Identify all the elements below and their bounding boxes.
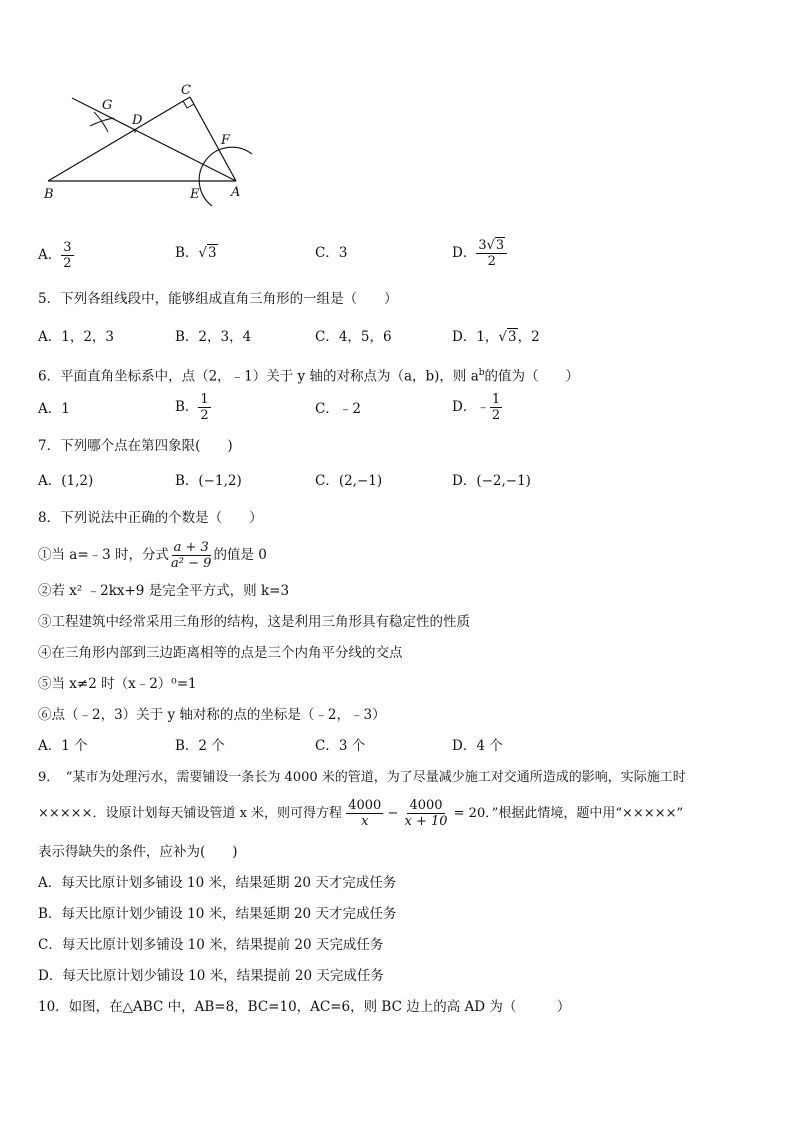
q9-stem-line-3: 表示得缺失的条件，应补为( ): [38, 844, 238, 860]
q7-stem: 7．下列哪个点在第四象限( ): [38, 438, 233, 454]
q8-option-a: A．1 个: [38, 738, 88, 754]
q5-option-d: D．1，√3，2: [452, 329, 540, 345]
q6-option-c: C．﹣2: [315, 401, 361, 417]
q9-option-d: D．每天比原计划少铺设 10 米，结果提前 20 天完成任务: [38, 968, 384, 984]
q8-statement-1: ①当 a=﹣3 时，分式 $\frac{a + 3}{\text{a² − 9}}$ 的值是 0: [38, 540, 267, 571]
q8-statement-6: ⑥点（﹣2，3）关于 y 轴对称的点的坐标是（﹣2，﹣3）: [38, 707, 386, 723]
q5-option-b: B．2，3，4: [175, 329, 252, 345]
label-e: E: [190, 187, 200, 202]
q8-statement-3: ③工程建筑中经常采用三角形的结构，这是利用三角形具有稳定性的性质: [38, 614, 470, 630]
q8-option-b: B．2 个: [175, 738, 225, 754]
q5-option-a: A．1，2，3: [38, 329, 115, 345]
label-f: F: [221, 133, 231, 148]
label-g: G: [102, 98, 113, 113]
label-b: B: [44, 187, 54, 202]
arc-at-a: [199, 147, 252, 206]
q9-option-b: B．每天比原计划少铺设 10 米，结果延期 20 天才完成任务: [38, 906, 397, 922]
label-d: D: [132, 113, 143, 128]
label-a: A: [231, 185, 241, 200]
q4-option-d: D． $\frac{3√3}{2}$: [452, 238, 507, 269]
bisector-ag: [72, 98, 236, 181]
q4-option-b: B．√3: [175, 245, 217, 261]
q7-option-c: C．(2,−1): [315, 473, 383, 489]
q8-option-c: C．3 个: [315, 738, 366, 754]
q8-statement-5: ⑤当 x≠2 时（x﹣2）⁰=1: [38, 676, 197, 692]
q7-option-a: A．(1,2): [38, 473, 94, 489]
q10-stem: 10．如图，在△ABC 中，AB=8，BC=10，AC=6，则 BC 边上的高 AD 为（ ）: [38, 999, 571, 1015]
q9-option-c: C．每天比原计划多铺设 10 米，结果提前 20 天完成任务: [38, 937, 384, 953]
q8-option-d: D．4 个: [452, 738, 503, 754]
label-c: C: [181, 83, 191, 98]
q7-option-d: D．(−2,−1): [452, 473, 531, 489]
segment-bc: [48, 97, 190, 181]
q6-stem: 6．平面直角坐标系中，点（2，﹣1）关于 y 轴的对称点为（a，b)，则 $a^b$的值为（ ）: [38, 368, 580, 385]
q9-option-a: A．每天比原计划多铺设 10 米，结果延期 20 天才完成任务: [38, 875, 397, 891]
q9-stem-line-2: ×××××．设原计划每天铺设管道 x 米，则可得方程 $\frac{4000}{x}$ − $\frac{4000}{x + 10}$ = 20．”根据此情境，题中用“×××××”: [38, 798, 684, 829]
q6-option-d: D．﹣ $\frac{1}{2}$: [452, 392, 501, 423]
q8-statement-4: ④在三角形内部到三边距离相等的点是三个内角平分线的交点: [38, 645, 403, 661]
q7-option-b: B．(−1,2): [175, 473, 242, 489]
q8-stem: 8．下列说法中正确的个数是（ ）: [38, 510, 263, 526]
q6-option-a: A．1: [38, 401, 70, 417]
q8-statement-2: ②若 x² ﹣2kx+9 是完全平方式，则 k=3: [38, 583, 290, 599]
geometry-figure: [40, 78, 260, 208]
q6-option-b: B． $\frac{1}{2}$: [175, 392, 209, 423]
q4-option-a: A． $\frac{3}{2}$: [38, 240, 72, 271]
q9-stem-line-1: 9． “某市为处理污水，需要铺设一条长为 4000 米的管道，为了尽量减少施工对交通所造成的影响，实际施工时: [38, 770, 686, 785]
q4-option-c: C．3: [315, 245, 348, 261]
q5-stem: 5．下列各组线段中，能够组成直角三角形的一组是（ ）: [38, 291, 398, 307]
q5-option-c: C．4，5，6: [315, 329, 392, 345]
